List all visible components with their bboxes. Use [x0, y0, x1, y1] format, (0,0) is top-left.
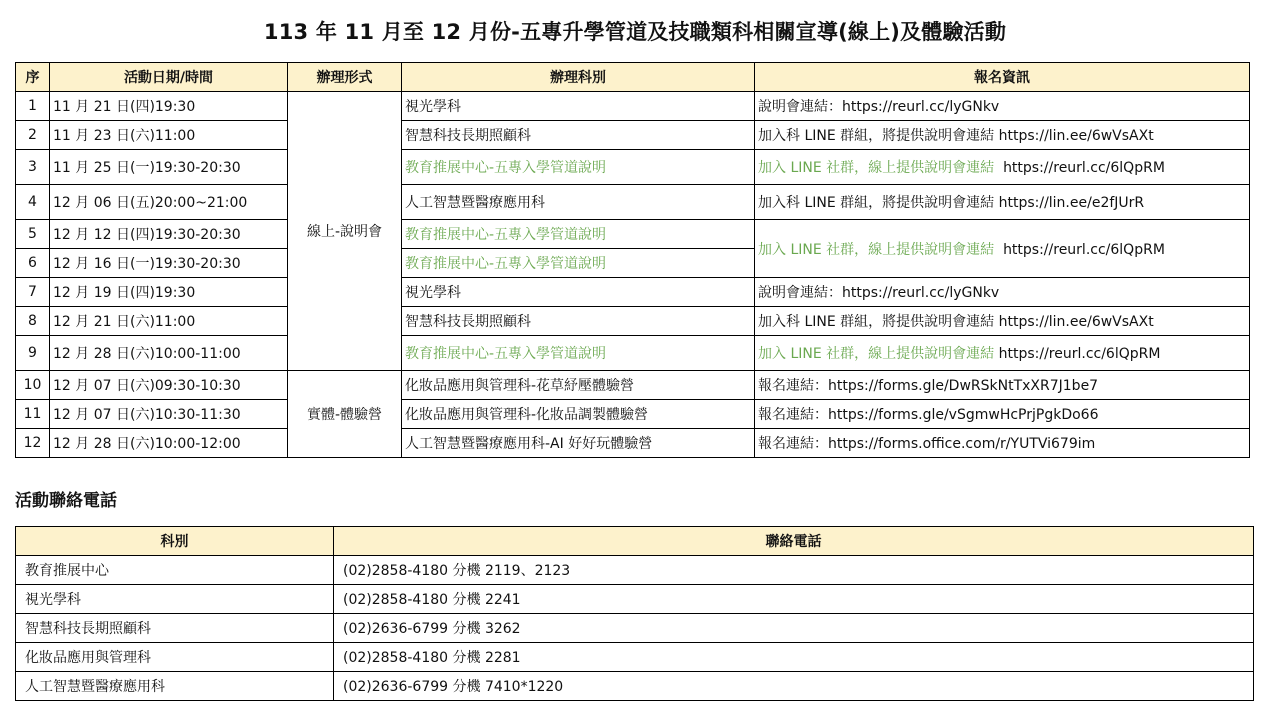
row-date: 12 月 21 日(六)11:00	[50, 307, 288, 336]
table-row	[16, 185, 1250, 220]
row-number: 10	[16, 371, 50, 400]
schedule-header-row	[16, 63, 1250, 92]
row-date: 12 月 12 日(四)19:30-20:30	[50, 220, 288, 249]
table-row	[16, 585, 1254, 614]
format-onsite: 實體-體驗營	[288, 371, 402, 458]
line-community-url[interactable]: https://reurl.cc/6lQpRM	[1003, 241, 1165, 258]
row-number: 4	[16, 185, 50, 220]
table-row	[16, 220, 1250, 249]
contact-dept: 視光學科	[16, 585, 334, 614]
contact-phone: (02)2636-6799 分機 7410*1220	[334, 672, 1254, 701]
row-info-link[interactable]: 加入科 LINE 群組，將提供說明會連結 https://lin.ee/e2fJUrR	[755, 185, 1250, 220]
row-date: 11 月 23 日(六)11:00	[50, 121, 288, 150]
row-number: 7	[16, 278, 50, 307]
row-date: 12 月 06 日(五)20:00~21:00	[50, 185, 288, 220]
contact-phone: (02)2858-4180 分機 2119、2123	[334, 556, 1254, 585]
row-info-link[interactable]: 報名連結：https://forms.gle/DwRSkNtTxXR7J1be7	[755, 371, 1250, 400]
row-number: 2	[16, 121, 50, 150]
row-dept: 視光學科	[402, 278, 755, 307]
contacts-section-title: 活動聯絡電話	[15, 491, 117, 511]
row-date: 12 月 19 日(四)19:30	[50, 278, 288, 307]
row-dept: 智慧科技長期照顧科	[402, 121, 755, 150]
row-date: 11 月 25 日(一)19:30-20:30	[50, 150, 288, 185]
format-online: 線上-說明會	[288, 92, 402, 371]
row-number: 9	[16, 336, 50, 371]
header-dept: 辦理科別	[402, 63, 755, 92]
row-info-link[interactable]: 加入科 LINE 群組，將提供說明會連結 https://lin.ee/6wVsAXt	[755, 121, 1250, 150]
row-date: 11 月 21 日(四)19:30	[50, 92, 288, 121]
header-info: 報名資訊	[755, 63, 1250, 92]
row-number: 11	[16, 400, 50, 429]
header-dept: 科別	[16, 527, 334, 556]
table-row	[16, 400, 1250, 429]
table-row	[16, 556, 1254, 585]
line-community-url[interactable]: https://reurl.cc/6lQpRM	[1003, 160, 1165, 176]
table-row	[16, 121, 1250, 150]
row-number: 8	[16, 307, 50, 336]
row-number: 6	[16, 249, 50, 278]
row-info-link[interactable]: 說明會連結：https://reurl.cc/lyGNkv	[755, 92, 1250, 121]
row-dept: 化妝品應用與管理科-花草紓壓體驗營	[402, 371, 755, 400]
schedule-table	[15, 62, 1250, 458]
table-row	[16, 150, 1250, 185]
row-info-link[interactable]: 說明會連結：https://reurl.cc/lyGNkv	[755, 278, 1250, 307]
row-dept: 教育推展中心-五專入學管道說明	[402, 249, 755, 278]
table-row	[16, 643, 1254, 672]
row-info-link[interactable]	[755, 150, 1250, 185]
table-row	[16, 278, 1250, 307]
header-phone: 聯絡電話	[334, 527, 1254, 556]
contact-dept: 人工智慧暨醫療應用科	[16, 672, 334, 701]
row-number: 12	[16, 429, 50, 458]
row-number: 3	[16, 150, 50, 185]
header-date: 活動日期/時間	[50, 63, 288, 92]
line-community-label: 加入 LINE 社群，線上提供說明會連結	[758, 346, 995, 362]
row-date: 12 月 28 日(六)10:00-12:00	[50, 429, 288, 458]
contacts-table	[15, 526, 1254, 701]
table-row	[16, 614, 1254, 643]
page-title: 113 年 11 月至 12 月份-五專升學管道及技職類科相關宣導(線上)及體驗活動	[263, 20, 1007, 44]
table-row	[16, 336, 1250, 371]
contacts-header-row	[16, 527, 1254, 556]
row-dept: 教育推展中心-五專入學管道說明	[402, 150, 755, 185]
row-date: 12 月 07 日(六)10:30-11:30	[50, 400, 288, 429]
contact-phone: (02)2636-6799 分機 3262	[334, 614, 1254, 643]
row-date: 12 月 07 日(六)09:30-10:30	[50, 371, 288, 400]
row-number: 5	[16, 220, 50, 249]
line-community-url[interactable]: https://reurl.cc/6lQpRM	[998, 346, 1161, 362]
header-no: 序	[16, 63, 50, 92]
row-info-link[interactable]: 加入科 LINE 群組，將提供說明會連結 https://lin.ee/6wVsAXt	[755, 307, 1250, 336]
line-community-label: 加入 LINE 社群，線上提供說明會連結	[758, 160, 995, 176]
row-date: 12 月 16 日(一)19:30-20:30	[50, 249, 288, 278]
row-dept: 人工智慧暨醫療應用科-AI 好好玩體驗營	[402, 429, 755, 458]
table-row	[16, 307, 1250, 336]
row-info-link[interactable]: 報名連結：https://forms.office.com/r/YUTVi679im	[755, 429, 1250, 458]
table-row	[16, 429, 1250, 458]
row-number: 1	[16, 92, 50, 121]
table-row	[16, 371, 1250, 400]
line-community-label: 加入 LINE 社群，線上提供說明會連結	[758, 241, 995, 258]
row-dept: 化妝品應用與管理科-化妝品調製體驗營	[402, 400, 755, 429]
row-dept: 智慧科技長期照顧科	[402, 307, 755, 336]
row-info-link[interactable]	[755, 336, 1250, 371]
row-dept: 教育推展中心-五專入學管道說明	[402, 336, 755, 371]
contact-dept: 教育推展中心	[16, 556, 334, 585]
table-row	[16, 672, 1254, 701]
row-dept: 視光學科	[402, 92, 755, 121]
contact-phone: (02)2858-4180 分機 2281	[334, 643, 1254, 672]
contact-dept: 化妝品應用與管理科	[16, 643, 334, 672]
row-dept: 教育推展中心-五專入學管道說明	[402, 220, 755, 249]
row-info-link[interactable]	[755, 220, 1250, 278]
contact-phone: (02)2858-4180 分機 2241	[334, 585, 1254, 614]
row-info-link[interactable]: 報名連結：https://forms.gle/vSgmwHcPrjPgkDo66	[755, 400, 1250, 429]
header-format: 辦理形式	[288, 63, 402, 92]
row-dept: 人工智慧暨醫療應用科	[402, 185, 755, 220]
table-row	[16, 92, 1250, 121]
row-date: 12 月 28 日(六)10:00-11:00	[50, 336, 288, 371]
contact-dept: 智慧科技長期照顧科	[16, 614, 334, 643]
